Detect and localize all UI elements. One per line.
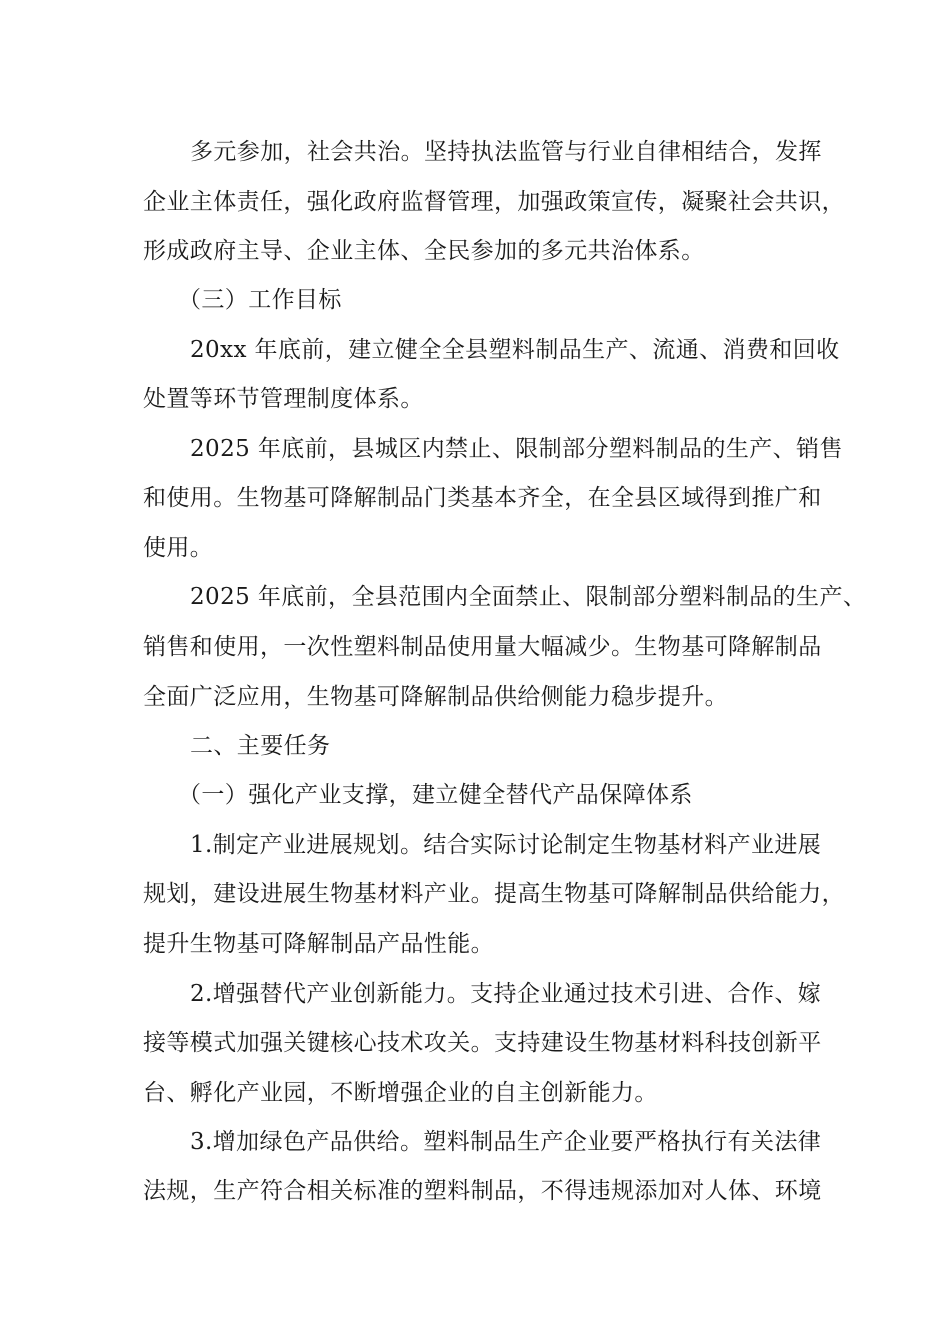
paragraph-line: 企业主体责任，强化政府监督管理，加强政策宣传，凝聚社会共识， <box>143 189 845 215</box>
section-heading: （三）工作目标 <box>178 287 342 313</box>
paragraph-line: 全面广泛应用，生物基可降解制品供给侧能力稳步提升。 <box>143 684 728 710</box>
paragraph-line: 和使用。生物基可降解制品门类基本齐全，在全县区域得到推广和 <box>143 485 822 511</box>
paragraph-line: 多元参加，社会共治。坚持执法监管与行业自律相结合，发挥 <box>190 139 822 165</box>
paragraph-line: 形成政府主导、企业主体、全民参加的多元共治体系。 <box>143 238 705 264</box>
paragraph-line: 2.增强替代产业创新能力。支持企业通过技术引进、合作、嫁 <box>190 981 822 1007</box>
paragraph-line: 法规，生产符合相关标准的塑料制品，不得违规添加对人体、环境 <box>143 1178 822 1204</box>
paragraph-line: 提升生物基可降解制品产品性能。 <box>143 931 494 957</box>
paragraph-line: 销售和使用，一次性塑料制品使用量大幅减少。生物基可降解制品 <box>143 634 822 660</box>
paragraph-line: 2025 年底前，全县范围内全面禁止、限制部分塑料制品的生产、 <box>190 584 867 610</box>
paragraph-line: 规划，建设进展生物基材料产业。提高生物基可降解制品供给能力， <box>143 881 845 907</box>
paragraph-line: 使用。 <box>143 535 214 561</box>
section-heading: 二、主要任务 <box>190 733 331 759</box>
paragraph-line: 3.增加绿色产品供给。塑料制品生产企业要严格执行有关法律 <box>190 1129 822 1155</box>
paragraph-line: 台、孵化产业园，不断增强企业的自主创新能力。 <box>143 1080 658 1106</box>
paragraph-line: 处置等环节管理制度体系。 <box>143 386 424 412</box>
paragraph-line: 接等模式加强关键核心技术攻关。支持建设生物基材料科技创新平 <box>143 1030 822 1056</box>
section-heading: （一）强化产业支撑，建立健全替代产品保障体系 <box>178 782 693 808</box>
paragraph-line: 20xx 年底前，建立健全全县塑料制品生产、流通、消费和回收 <box>190 337 840 363</box>
paragraph-line: 2025 年底前，县城区内禁止、限制部分塑料制品的生产、销售 <box>190 436 843 462</box>
paragraph-line: 1.制定产业进展规划。结合实际讨论制定生物基材料产业进展 <box>190 832 822 858</box>
